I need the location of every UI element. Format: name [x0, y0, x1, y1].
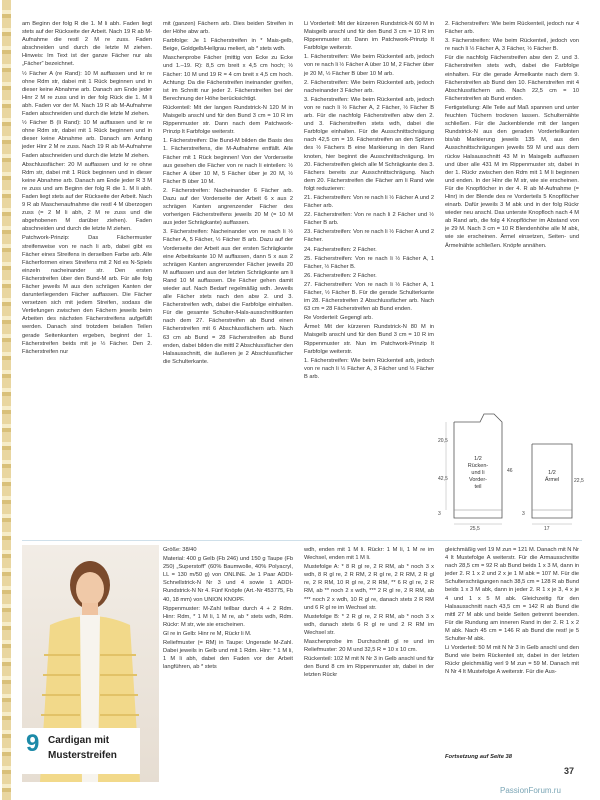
paragraph: Mustefolge A: * 8 R gl re, 2 R RM, ab * noch 3 x wdh, 8 R gl re, 2 R RM, 2 R gl re, 2 R RM, 2 R gl re, 2 R RM, 10 R gl re, 2 R RM, ** 6 R gl re, 2 R RM, ab ** noch 2 x wdh, *** 2 R gl re, 2 R RM, ab *** noch 2 x wdh, 10 R gl re, danach stets 2 R RM und 6 R gl re im Wechsel str.	[304, 564, 434, 611]
paragraph: 2. Fächerstreifen: Wie beim Rückenteil arb, jedoch nacheinander 3 Fächer arb.	[304, 79, 434, 94]
paragraph: 25. Fächerstreifen: Von re nach li ½ Fächer A, 1 Fächer, ½ Fächer B.	[304, 255, 434, 270]
svg-text:3: 3	[522, 511, 525, 517]
svg-text:25,5: 25,5	[470, 526, 480, 532]
svg-text:22,5: 22,5	[574, 478, 584, 484]
paragraph: Li Vorderteil: Mit der kürzeren Rundstrick-N 60 M in Maisgelb anschl und für den Bund 3 cm = 10 R im Rippenmuster str. Dann im Patchwork-Prinzip lt Farbfolge weiterstr.	[304, 21, 434, 52]
paragraph: 23. Fächerstreifen: Von re nach li ½ Fächer A und 2 Fächer.	[304, 229, 434, 244]
pattern-number: 9	[26, 730, 40, 757]
page-number: 37	[564, 766, 575, 776]
sleeve-label	[545, 470, 559, 483]
decorative-tape-border	[2, 0, 11, 800]
paragraph: Reliefmuster (= RM) in Taupe: Ungerade M-Zahl. Dabei jeweils in Gelb und mit 1 Rdm. Hinr: * 1 M li, 1 M li abh, dabei den Faden vor der Arbeit langführen, ab * stets	[163, 640, 293, 671]
svg-text:3: 3	[438, 511, 441, 517]
svg-text:20,5: 20,5	[438, 438, 448, 444]
paragraph: gleichmäßig verl 19 M zun = 121 M. Danach mit N Nr 4 lt Mustefolge A weiterstr. Für die Armausschnitte nach 28,5 cm = 92 R ab Bund beids 1 x 3 M, dann in jeder 2. R 1 x 2 und 2 x je 1 M abk = 107 M. Für die Schulterschrägungen nach 38,5 cm = 128 R ab Bund beids 1 x 3 M abk, dann in jeder 2. R 1 x je 3, 4 x je 4 und 1 x 5 M abk. Gleichzeitig für den Halsausschnitt nach 43,5 cm = 142 R ab Bund die mittl 27 M abk und beide Seiten getrennt beenden. Für die Rundung am inneren Rand in der 2. R 1 x 2 M abk. Nach 45 cm = 146 R ab Bund die rest! je 5 Schulter-M abk.	[445, 547, 579, 643]
paragraph: 3. Fächerstreifen: Wie beim Rückenteil, jedoch von re nach li ½ Fächer A, 3 Fächer, ½ Fächer B.	[445, 38, 579, 53]
paragraph: 3. Fächerstreifen: Wie beim Rückenteil arb, jedoch von re nach li ½ Fächer A, 2 Fächer, ½ Fächer B arb. Für die nachfolg Fächerstreifen abw den 2. und 3. Fächerstreifen stets wdh, dabei die Farbfolge einhalten. Für die Ausschnittschrägung nach 42,5 cm = 19. Fächerstreifen an den Spitzen des ½ Fächers B eine Markierung in den Rand knoten, hier beginnt die Ausschnittschrägung. Im 20. Fächerstreifen gleich alle M Schrägkante des 3. Fächers bereits zur Ausschnittschrägung. Nach dem 20. Fächerstreifen die Fächer am li Rand wie folgt reduzieren:	[304, 96, 434, 192]
bottom-column-4	[445, 546, 579, 752]
continued-note: Fortsetzung auf Seite 38	[445, 754, 512, 760]
svg-text:Vorder-: Vorder-	[468, 477, 488, 483]
paragraph: Li Vorderteil: 50 M mit N Nr 3 in Gelb anschl und den Bund wie beim Rückenteil str, dabei in der letzten Rückr gleichmäßig verl 9 M zun = 59 M. Danach mit N Nr 4 lt Mustefolge A weiterstr. Für die Aus-	[445, 645, 579, 676]
paragraph: Gl re in Gelb: Hinr re M, Rückr li M.	[163, 630, 252, 637]
paragraph: 1. Fächerstreifen: Wie beim Rückenteil arb, jedoch von re nach li ½ Fächer A über 10 M, 2 Fächer über je 20 M, ½ Fächer B über 10 M arb.	[304, 54, 434, 77]
top-column-2	[163, 20, 293, 536]
top-column-4	[445, 20, 579, 412]
paragraph: Abschlussfächer: 20 M auffassen und kr re ohne Rdm str, dabei mit 1 Rück beginnen und in dieser keine Abnahme arb. Danach am Ende jeder R 3 M re zuss und am Beginn der folg R die 1. M li abh. Faden liegt stets auf der Rückseite der Arbeit. Nach 9 R ab Maschenaufnahme die restl 4 M überzogen zuss (= 2 M li abh, 2 M re zuss und die abgehobenen M darüber ziehen). Faden abschneiden und durch die letzte M ziehen.	[22, 161, 152, 233]
paragraph: Maschenprobe im Durchschnitt gl re und im Reliefmuster: 20 M und 32,5 R = 10 x 10 cm.	[304, 639, 434, 654]
paragraph: 2. Fächerstreifen: Nacheinander 6 Fächer arb. Dazu auf der Vorderseite der Arbeit 6 x aus 2 schrägen Kanten angrenzender Fächer des vorherigen Fächerstreifens jeweils 20 M (= 10 M aus jeder Schrägkante) auffassen.	[163, 187, 293, 227]
svg-text:Rücken-: Rücken-	[467, 463, 489, 469]
paragraph: 1. Fächerstreifen: Wie beim Rückenteil arb, jedoch von re nach li ½ Fächer A, 3 Fächer und ½ Fächer B arb.	[304, 357, 434, 380]
paragraph: mit (ganzen) Fächern arb. Dies beiden Streifen in der Höhe abw arb.	[163, 21, 293, 36]
magazine-page	[22, 0, 582, 800]
svg-text:Ärmel: Ärmel	[544, 477, 560, 483]
bottom-column-2	[163, 546, 293, 786]
svg-text:1/2: 1/2	[474, 456, 482, 462]
svg-text:teil: teil	[474, 484, 482, 490]
paragraph: 3. Fächerstreifen: Nacheinander von re nach li ½ Fächer A, 5 Fächer, ½ Fächer B arb. Dazu auf der Vorderseite der Arbeit aus der ersten Schrägkante eine Arbeitskante 10 M auffassen, dann 5 x aus 2 schrägen Kanten angrenzender Fächer jeweils 20 M auffassen und aus der letzten Schrägkante am li Rand 10 M auffassen. Die Fächer gehen damit wieder auf. Nach Bedarf regelmäßig wdh. Jeweils alle Fächer stets nach den abw 2. und 3. Fächerstreifen wdh, dabei die Farbfolge einhalten. Für die gesamte Schulter-/Hals-ausschnittkanten nach dem 27. Fächerstreifen ab Bund einen Fächerstreifen mit 6 Abschlussfächern arb. Nach 63 cm ab Bund = 28 Fächerstreifen ab Bund enden, dabei bilden die mittl 2 Abschlussfächer den Halsausschnitt, die äußeren je 2 Abschlussfächer die Schulterkante.	[163, 229, 293, 365]
svg-text:1/2: 1/2	[548, 470, 556, 476]
paragraph: am Beginn der folg R die 1. M li abh. Faden liegt stets auf der Rückseite der Arbeit. Nach 19 R ab M-Aufnahme die restl 2 M re zuss. Faden abschneiden und durch die letzte M ziehen. Hinweis: Im Text ist der ganze Fächer nur als „Fächer“ bezeichnet.	[22, 21, 152, 68]
section-divider	[22, 540, 582, 541]
paragraph: ½ Fächer A (re Rand): 10 M auffassen und kr re ohne Rdm str, dabei mit 1 Rück beginnen und in dieser keine Abnahme arb. Danach am Ende jeder Hinr 2 M re zuss und in der folg Rück die 1. M li abh. Faden vor der M. Nach 19 R ab M-Aufnahme Faden abschneiden und durch die letzte M ziehen.	[22, 70, 152, 118]
svg-text:42,5: 42,5	[438, 476, 448, 482]
bottom-column-3	[304, 546, 434, 786]
paragraph: Re Vorderteil: Gegengl arb.	[304, 315, 373, 322]
paragraph: 26. Fächerstreifen: 2 Fächer.	[304, 272, 377, 279]
svg-text:17: 17	[544, 526, 550, 532]
watermark: PassionForum.ru	[500, 786, 561, 795]
paragraph: wdh, enden mit 1 M li. Rückr: 1 M li, 1 M re im Wechsel, enden mit 1 M li.	[304, 547, 434, 562]
paragraph: Rückenteil: 102 M mit N Nr 3 in Gelb anschl und für den Bund 8 cm im Rippenmuster str, dabei in der letzten Rückr	[304, 656, 434, 679]
top-column-1	[22, 20, 152, 536]
paragraph: 24. Fächerstreifen: 2 Fächer.	[304, 246, 377, 253]
paragraph: Rückenteil: Mit der langen Rundstrick-N 120 M in Maisgelb anschl und für den Bund 3 cm = 10 R im Rippenmuster str. Dann nach dem Patchwork-Prinzip lt Farbfolge weiterstr.	[163, 104, 293, 136]
paragraph: 2. Fächerstreifen: Wie beim Rückenteil, jedoch nur 4 Fächer arb.	[445, 21, 579, 36]
paragraph: Rippenmuster: M-Zahl teilbar durch 4 + 2 Rdm. Hinr: Rdm, * 1 M li, 1 M re, ab * stets wdh, Rdm. Rückr: M str, wie sie erscheinen.	[163, 605, 293, 628]
paragraph: Maschenprobe Fächer (mittig von Ecke zu Ecke und 1.–19. R): 8,5 cm breit x 4,5 cm hoch; ½ Fächer: 10 M und 19 R = 4 cm breit x 4,5 cm hoch. Achtung: Da die Fächerstreifen ineinander greifen, ist im Schnitt nur jeder 2. Fächerstreifen bei der Berechnung der Höhe berücksichtigt.	[163, 55, 293, 102]
paragraph: Patchwork-Prinzip: Das Fächermuster streifenweise von re nach li arb, dabei gibt es Fächer eines Streifens in derselben Farbe arb. Alle Fächerformen eines Streifens mit 2 Nd es N-Spiels einzeln nacheinander str. Den ersten Fächerstreifen über den Bund-M arb. Für alle folg Fächer jeweils M aus den schrägen Kanten der darunterliegenden Fächer auffassen. Die Fächer versetzen sich mit jedem Streifen, sodass die Vertiefungen zwischen den Fächern jeweils beim Arbeiten des nächsten Fächerstreifens aufgefüllt werden. Danach sind trotzdem beiallen Teilen gerade Seitenkanten ergeben, beginnt der 1. Fächerstreifen beids mit je ½ Fächer. Den 2. Fächerstreifen nur	[22, 235, 152, 355]
paragraph: Größe: 38/40	[163, 547, 197, 553]
paragraph: Fertigstellung: Alle Teile auf Maß spannen und unter feuchten Tüchern trocknen lassen. Schulternähte schließen. Für die Jackenblende mit der langen Rundstrick-N aus den geraden Vorderteilkanten bis/ab Markierung jeweils 135 M, aus den Ausschnittschrägungen jeweils 59 M und aus dem rückw Halsausschnitt 43 M in Maisgelb auffassen und über alle 431 M im Rippenmuster str, dabei in der 1. Rückr zwischen den Rdm mit 1 M li beginnen und enden. In der Hinr die M str, wie sie erscheinen. Für die Knopflöcher in der 4. R ab M-Aufnahme (= Hinr) in der Blende des re Vorderteils 5 Knopflöcher einarb. Dafür jeweils 3 M abk und in der folg Rückr wieder neu anschl. Das unterste Knopfloch nach 4 M ab Rand arb, die folg 4 Knopflöcher im Abstand von je 29 M. Nach 3 cm = 10 R Blendenhöhe alle M abk, wie sie erscheinen. Ärmel einsetzen, Seiten- und Ärmelnähte schließen. Knöpfe annähen.	[445, 104, 579, 249]
front-piece-label	[468, 456, 489, 490]
pattern-title-badge	[22, 728, 140, 774]
paragraph: 22. Fächerstreifen: Von re nach li 2 Fächer und ½ Fächer B arb.	[304, 212, 434, 227]
pattern-title-line-2: Musterstreifen	[48, 750, 117, 761]
svg-text:46: 46	[507, 468, 513, 474]
pattern-title-line-1: Cardigan mit	[48, 735, 110, 746]
top-column-3	[304, 20, 434, 536]
paragraph: Mustefolge B: * 2 R gl re, 2 R RM, ab * noch 3 x wdh, danach stets 6 R gl re und 2 R RM im Wechsel str.	[304, 613, 434, 636]
paragraph: 1. Fächerstreifen: Die Bund-M bilden die Basis des 1. Fächerstreifens, die M-Aufnahme entfällt. Alle Fächer mit 1 Rück beginnen! Von der Vorderseite aus gesehen die Fächer von re nach li einteilen: ½ Fächer A über 10 M, 5 Fächer über je 20 M, ½ Fächer B über 10 M.	[163, 138, 293, 185]
svg-text:und li: und li	[471, 470, 485, 476]
paragraph: Für die nachfolg Fächerstreifen abw den 2. und 3. Fächerstreifen stets wdh, dabei die Farbfolge einhalten. Für die gerade Ärmelkante nach dem 9. Fächerstreifen ab Bund den 10. Fächerstreifen mit 4 Abschlussfächern arb. Nach 22,5 cm = 10 Fächerstreifen ab Bund enden.	[445, 55, 579, 102]
paragraph: ½ Fächer B (li Rand): 10 M auffassen und kr re ohne Rdm str, dabei mit 1 Rück beginnen und in dieser keine Abnahme arb. Danach am Anfang jeder Hinr 2 M re zuss. Nach 19 R ab M-Aufnahme Faden abschneiden und durch die letzte M ziehen.	[22, 120, 152, 159]
pattern-schematic	[432, 410, 582, 538]
paragraph: Farbfolge: Je 1 Fächerstreifen in * Mais-gelb, Beige, Goldgelb/Hellgrau meliert, ab * stets wdh.	[163, 38, 293, 53]
paragraph: Material: 400 g Gelb (Fb 246) und 150 g Taupe (Fb 250) „Superstoff“ (60% Baumwolle, 40% Polyacryl, LL = 130 m/50 g) von ONLINE. Je 1 Paar ADDI-Schnellstrick-N Nr 3 und 4 sowie 1 ADDI-Rundstrick-N Nr 4. Fünf Knöpfe (Art.-Nr 453775, Fb 40, 18 mm) von UNION KNOPF.	[163, 556, 293, 603]
paragraph: 21. Fächerstreifen: Von re nach li ½ Fächer A und 2 Fächer arb.	[304, 194, 434, 210]
paragraph: 27. Fächerstreifen: Von re nach li ½ Fächer A, 1 Fächer, ½ Fächer B. Für die gerade Schulterkante im 28. Fächerstreifen 2 Abschlussfächer arb. Nach 63 cm = 28 Fächerstreifen ab Bund enden.	[304, 281, 434, 313]
paragraph: Ärmel: Mit der kürzeren Rundstrick-N 80 M in Maisgelb anschl und für den Bund 3 cm = 10 R im Rippenmuster str. Nun im Patchwork-Prinzip lt Farbfolge weiterstr.	[304, 324, 434, 355]
